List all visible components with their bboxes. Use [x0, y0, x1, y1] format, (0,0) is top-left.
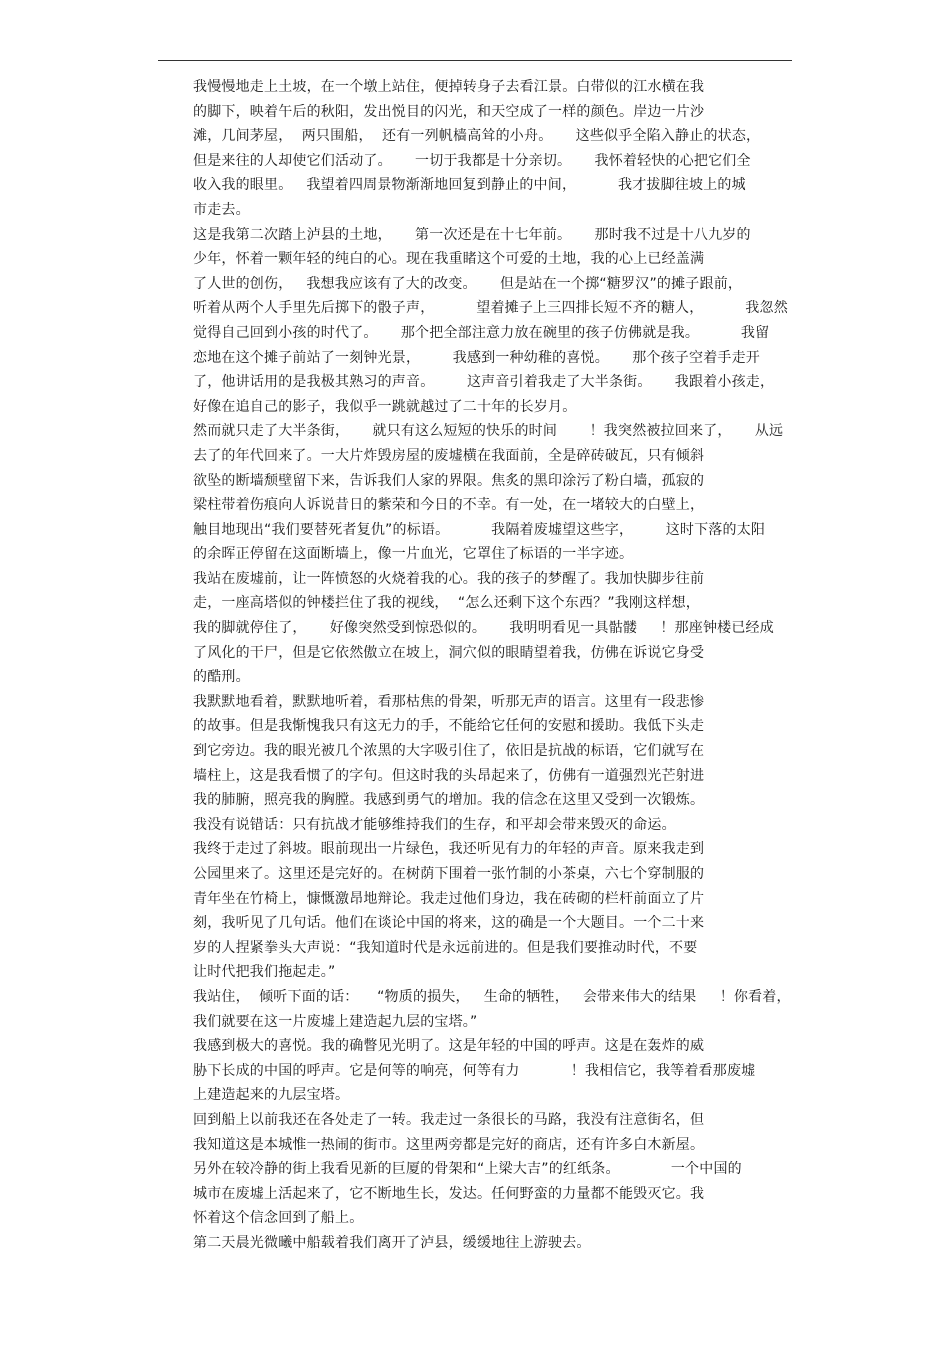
text-line: 让时代把我们拖起走。”: [193, 964, 336, 981]
text-line: 触目地现出“我们要替死者复仇”的标语。 我隔着废墟望这些字， 这时下落的太阳: [193, 521, 766, 538]
text-line: 好像在追自己的影子，我似乎一跳就越过了二十年的长岁月。: [193, 398, 577, 415]
text-line: 了人世的创伤， 我想我应该有了大的改变。 但是站在一个掷“糖罗汉”的摊子跟前，: [193, 275, 743, 292]
text-line: 胁下长成的中国的呼声。它是何等的响亮，何等有力 ！我相信它，我等着看那废墟: [193, 1062, 756, 1079]
text-line: 的余晖正停留在这面断墙上，像一片血光，它罩住了标语的一半字迹。: [193, 546, 634, 563]
text-line: 我知道这是本城惟一热闹的街市。这里两旁都是完好的商店，还有许多白木新屋。: [193, 1136, 705, 1153]
text-line: 觉得自己回到小孩的时代了。 那个把全部注意力放在碗里的孩子仿佛就是我。 我留: [193, 324, 770, 341]
text-line: 少年，怀着一颗年轻的纯白的心。现在我重睹这个可爱的土地，我的心上已经盖满: [193, 251, 705, 268]
text-line: 滩，几间茅屋， 两只围船， 还有一列帆樯高耸的小舟。 这些似乎全陷入静止的状态，: [193, 128, 761, 145]
text-line: 我慢慢地走上土坡，在一个墩上站住，便掉转身子去看江景。白带似的江水横在我: [193, 79, 705, 95]
text-line: 我终于走过了斜坡。眼前现出一片绿色，我还听见有力的年轻的声音。原来我走到: [193, 841, 705, 858]
text-line: 我的脚就停住了， 好像突然受到惊恐似的。 我明明看见一具骷髅 ！那座钟楼已经成: [193, 620, 774, 637]
text-line: 的酷刑。: [193, 669, 250, 686]
text-line: 听着从两个人手里先后掷下的骰子声， 望着摊子上三四排长短不齐的糖人， 我忽然: [193, 300, 788, 317]
text-line: 然而就只走了大半条街， 就只有这么短短的快乐的时间 ！我突然被拉回来了， 从远: [193, 423, 784, 440]
text-line: 欲坠的断墙颓壁留下来，告诉我们人家的界限。焦炙的黑印涂污了粉白墙，孤寂的: [193, 472, 705, 489]
text-line: 梁柱带着伤痕向人诉说昔日的紫荣和今日的不幸。有一处，在一堵较大的白壁上，: [193, 497, 705, 514]
text-line: 第二天晨光微曦中船载着我们离开了泸县，缓缓地往上游驶去。: [193, 1234, 591, 1251]
text-line: 上建造起来的九层宝塔。: [193, 1087, 350, 1104]
text-line: 城市在废墟上活起来了，它不断地生长，发达。任何野蛮的力量都不能毁灭它。我: [193, 1185, 705, 1202]
text-line: 怀着这个信念回到了船上。: [193, 1210, 364, 1227]
text-line: 回到船上以前我还在各处走了一转。我走过一条很长的马路，我没有注意街名，但: [193, 1111, 705, 1128]
text-line: 到它旁边。我的眼光被几个浓黑的大字吸引住了，依旧是抗战的标语，它们就写在: [193, 743, 705, 760]
text-line: 去了的年代回来了。一大片炸毁房屋的废墟横在我面前，全是碎砖破瓦，只有倾斜: [193, 447, 705, 464]
text-line: 我默默地看着，默默地听着，看那枯焦的骨架，听那无声的语言。这里有一段悲惨: [193, 693, 705, 710]
text-line: 走，一座高塔似的钟楼拦住了我的视线， “怎么还剩下这个东西？”我刚这样想，: [193, 595, 701, 612]
header-rule: [158, 60, 792, 61]
text-line: 市走去。: [193, 201, 250, 218]
text-line: 我们就要在这一片废墟上建造起九层的宝塔。”: [193, 1013, 478, 1030]
text-line: 这是我第二次踏上泸县的土地， 第一次还是在十七年前。 那时我不过是十八九岁的: [193, 226, 751, 243]
text-line: 的脚下，映着午后的秋阳，发出悦目的闪光，和天空成了一样的颜色。岸边一片沙: [193, 103, 705, 120]
text-line: 我的肺腑，照亮我的胸膛。我感到勇气的增加。我的信念在这里又受到一次锻炼。: [193, 792, 705, 809]
text-line: 恋地在这个摊子前站了一刻钟光景， 我感到一种幼稚的喜悦。 那个孩子空着手走开: [193, 349, 760, 366]
text-line: 的故事。但是我惭愧我只有这无力的手，不能给它任何的安慰和援助。我低下头走: [193, 718, 705, 735]
text-line: 我没有说错话：只有抗战才能够维持我们的生存，和平却会带来毁灭的命运。: [193, 816, 676, 833]
text-line: 我站住， 倾听下面的话： “物质的损失， 生命的牺牲， 会带来伟大的结果 ！你看着，: [193, 988, 791, 1005]
text-line: 我感到极大的喜悦。我的确瞥见光明了。这是年轻的中国的呼声。这是在轰炸的威: [193, 1038, 705, 1055]
text-line: 刻，我听见了几句话。他们在谈论中国的将来，这的确是一个大题目。一个二十来: [193, 915, 705, 932]
document-body: [193, 75, 793, 1256]
text-line: 收入我的眼里。 我望着四周景物渐渐地回复到静止的中间， 我才拔脚往坡上的城: [193, 177, 746, 194]
text-line: 了风化的干尸，但是它依然傲立在坡上，洞穴似的眼睛望着我，仿佛在诉说它身受: [193, 644, 705, 661]
text-line: 青年坐在竹椅上，慷慨激昂地辩论。我走过他们身边，我在砖砌的栏杆前面立了片: [193, 890, 705, 907]
text-line: 但是来往的人却使它们活动了。 一切于我都是十分亲切。 我怀着轻快的心把它们全: [193, 152, 751, 169]
text-line: 另外在较冷静的街上我看见新的巨厦的骨架和“上梁大吉”的红纸条。 一个中国的: [193, 1161, 742, 1178]
text-line: 墙柱上，这是我看惯了的字句。但这时我的头昂起来了，仿佛有一道强烈光芒射进: [193, 767, 705, 784]
text-line: 公园里来了。这里还是完好的。在树荫下围着一张竹制的小茶桌，六七个穿制服的: [193, 866, 705, 882]
text-line: 我站在废墟前，让一阵愤怒的火烧着我的心。我的孩子的梦醒了。我加快脚步往前: [193, 570, 705, 587]
text-line: 岁的人捏紧拳头大声说：“我知道时代是永远前进的。但是我们要推动时代，不要: [193, 939, 698, 956]
text-line: 了，他讲话用的是我极其熟习的声音。 这声音引着我走了大半条街。 我跟着小孩走，: [193, 374, 775, 391]
